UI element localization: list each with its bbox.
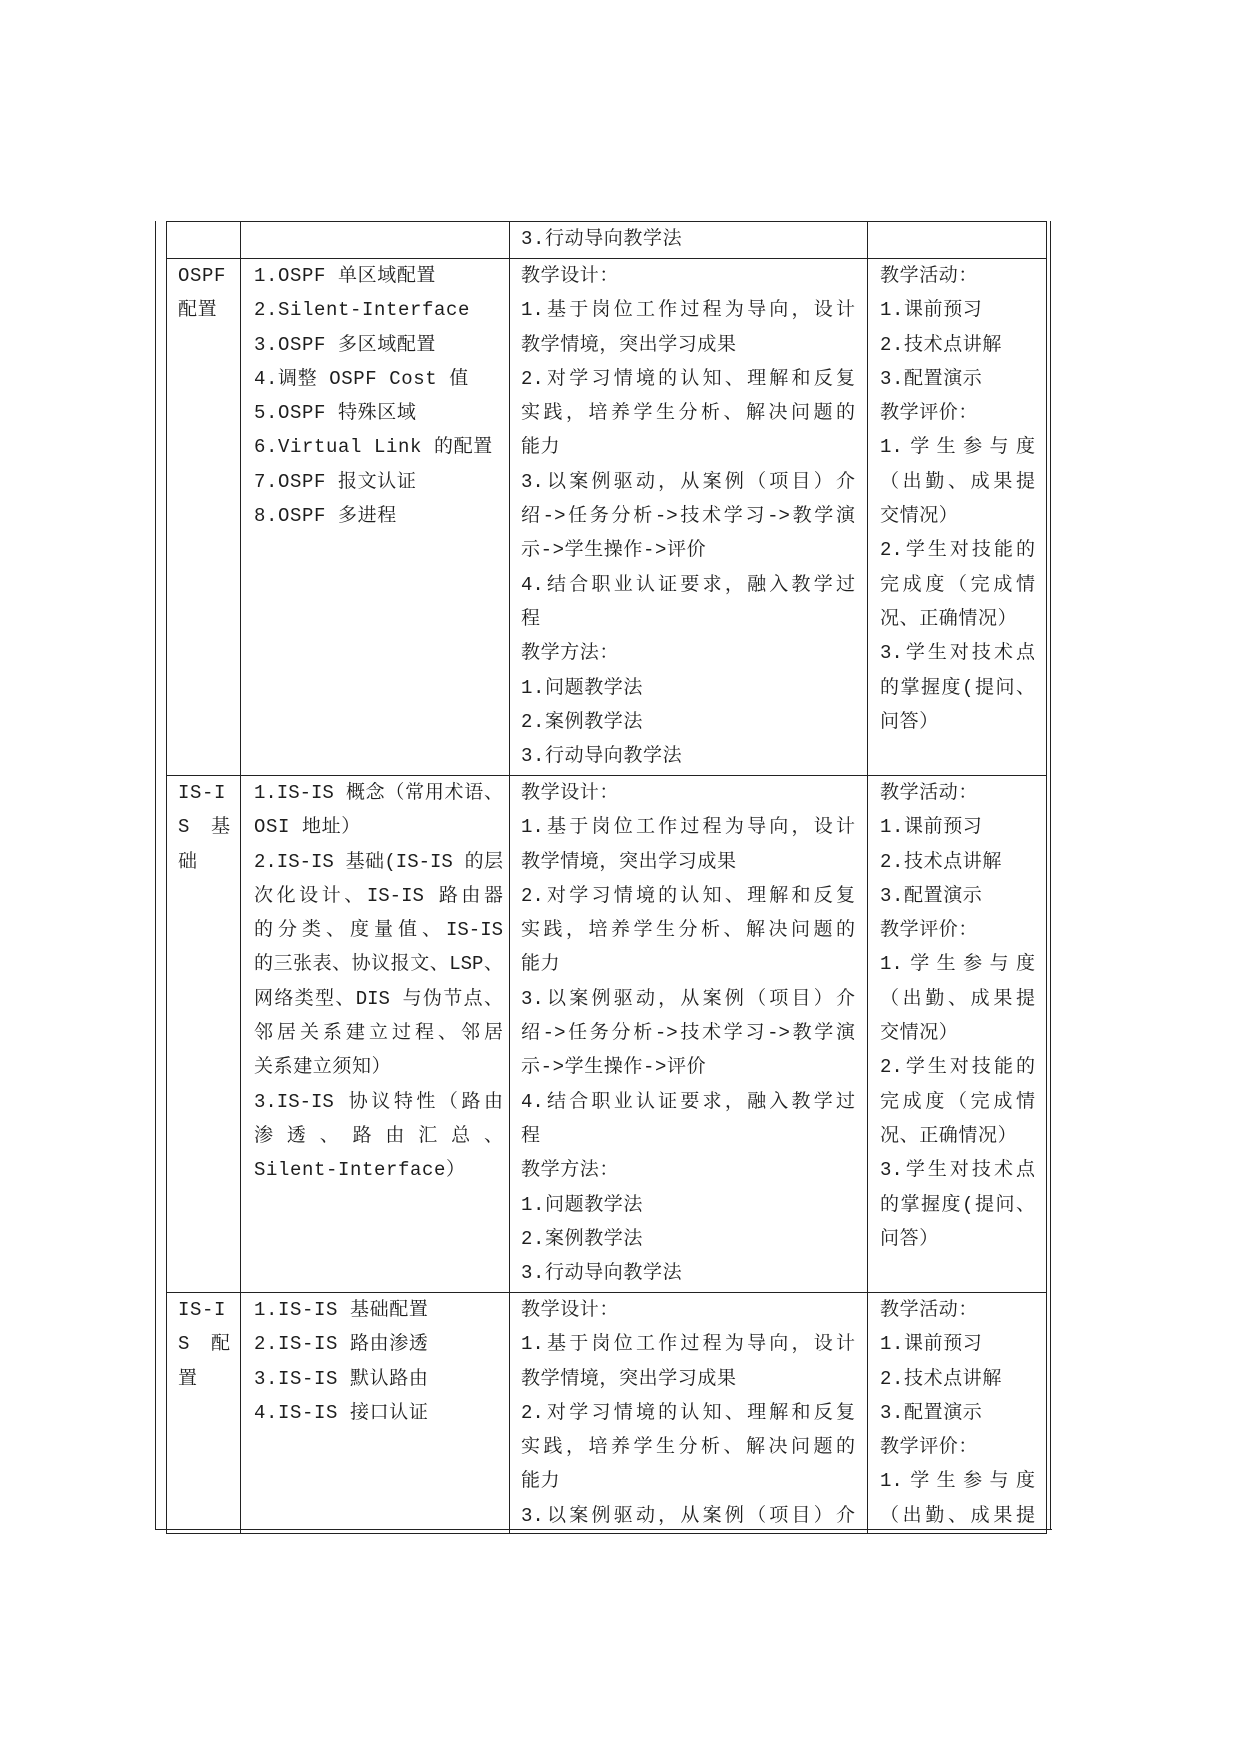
ospf-config-design-cell (510, 259, 868, 776)
isis-basics-content-line: OSI 地址） (254, 816, 361, 839)
isis-config-evaluation-line: 1.课前预习 (880, 1333, 983, 1356)
isis-basics-content-line: 邻居关系建立过程、邻居 (254, 1022, 503, 1045)
isis-basics-design-line: 程 (521, 1124, 541, 1147)
table-outer-right-border (1050, 221, 1051, 1530)
isis-basics-evaluation-line: 问答） (880, 1227, 939, 1250)
isis-config-topic-line: IS-I (178, 1299, 227, 1321)
isis-basics-design-line: 能力 (521, 953, 561, 976)
isis-basics-content-cell (241, 776, 510, 1293)
ospf-config-content-line: 5.OSPF 特殊区域 (254, 402, 417, 425)
table-outer-left-border (155, 221, 156, 1530)
isis-config-evaluation-line: 1.学生参与度 (880, 1470, 1035, 1493)
continuation-content-cell (241, 222, 510, 259)
ospf-config-design-line: 实践，培养学生分析、解决问题的 (521, 402, 855, 425)
ospf-config-design-line: 2.案例教学法 (521, 710, 644, 733)
ospf-config-evaluation-line: （出勤、成果提 (880, 470, 1035, 493)
isis-basics-design-cell (510, 776, 868, 1293)
row-continuation (167, 222, 1047, 259)
isis-basics-evaluation-line: 的掌握度(提问、 (880, 1193, 1035, 1216)
isis-basics-content-line: 3.IS-IS 协议特性（路由 (254, 1090, 503, 1113)
ospf-config-content-line: 3.OSPF 多区域配置 (254, 333, 437, 356)
isis-basics-design-line: 示->学生操作->评价 (521, 1056, 707, 1079)
ospf-config-content-line: 8.OSPF 多进程 (254, 505, 397, 528)
ospf-config-evaluation-line: 况、正确情况） (880, 607, 1018, 630)
isis-config-evaluation-line: 教学活动： (880, 1299, 979, 1321)
isis-basics-topic-cell (167, 776, 241, 1293)
isis-basics-evaluation-line: 况、正确情况） (880, 1124, 1018, 1147)
isis-config-evaluation-line: 2.技术点讲解 (880, 1367, 1003, 1390)
ospf-config-evaluation-line: 1.课前预习 (880, 299, 983, 322)
ospf-config-design-line: 教学设计： (521, 265, 620, 287)
continuation-design-cell (510, 222, 868, 259)
ospf-config-evaluation-line: 教学活动： (880, 265, 979, 287)
isis-basics-evaluation-line: 交情况） (880, 1022, 959, 1045)
ospf-config-design-line: 能力 (521, 436, 561, 459)
continuation-design-line: 3.行动导向教学法 (521, 228, 683, 250)
isis-basics-content-line: 渗透、路由汇总、 (254, 1124, 503, 1147)
isis-config-design-cell (510, 1293, 868, 1534)
ospf-config-design-line: 示->学生操作->评价 (521, 539, 707, 562)
isis-basics-design-line: 4.结合职业认证要求，融入教学过 (521, 1090, 855, 1113)
isis-basics-evaluation-cell (868, 776, 1047, 1293)
isis-basics-evaluation-line: 3.配置演示 (880, 884, 983, 907)
isis-basics-evaluation-line: 教学活动： (880, 782, 979, 804)
ospf-config-design-line: 绍->任务分析->技术学习->教学演 (521, 505, 855, 528)
isis-config-content-line: 4.IS-IS 接口认证 (254, 1401, 429, 1424)
isis-basics-content-line: 次化设计、IS-IS 路由器 (254, 884, 503, 907)
ospf-config-evaluation-line: 的掌握度(提问、 (880, 676, 1035, 699)
ospf-config-evaluation-line: 3.配置演示 (880, 367, 983, 390)
ospf-config-evaluation-line: 问答） (880, 710, 939, 733)
isis-config-evaluation-line: 教学评价： (880, 1436, 979, 1459)
ospf-config-design-line: 教学方法： (521, 642, 620, 665)
continuation-evaluation-cell (868, 222, 1047, 259)
isis-config-topic-line: S 配 (178, 1333, 230, 1356)
ospf-config-content-line: 2.Silent-Interface (254, 299, 471, 322)
ospf-config-content-line: 1.OSPF 单区域配置 (254, 265, 437, 287)
ospf-config-design-line: 程 (521, 607, 541, 630)
isis-config-content-line: 1.IS-IS 基础配置 (254, 1299, 429, 1321)
ospf-config-evaluation-line: 2.学生对技能的 (880, 539, 1035, 562)
row-isis-basics (167, 776, 1047, 1293)
isis-config-topic-line: 置 (178, 1367, 198, 1390)
isis-basics-content-line: 关系建立须知） (254, 1056, 392, 1079)
isis-config-design-line: 教学设计： (521, 1299, 620, 1321)
isis-config-design-line: 1.基于岗位工作过程为导向，设计 (521, 1333, 855, 1356)
isis-config-evaluation-cell (868, 1293, 1047, 1534)
isis-config-design-line: 实践，培养学生分析、解决问题的 (521, 1436, 855, 1459)
continuation-topic-cell (167, 222, 241, 259)
isis-config-design-line: 能力 (521, 1470, 561, 1493)
isis-config-content-cell (241, 1293, 510, 1534)
isis-basics-design-line: 1.基于岗位工作过程为导向，设计 (521, 816, 855, 839)
ospf-config-evaluation-line: 3.学生对技术点 (880, 642, 1035, 665)
isis-basics-design-line: 实践，培养学生分析、解决问题的 (521, 919, 855, 942)
isis-basics-design-line: 3.以案例驱动，从案例（项目）介 (521, 987, 855, 1010)
isis-config-design-line: 教学情境，突出学习成果 (521, 1367, 737, 1390)
isis-basics-design-line: 1.问题教学法 (521, 1193, 644, 1216)
ospf-config-content-cell (241, 259, 510, 776)
ospf-config-topic-line: 配置 (178, 299, 218, 322)
ospf-config-design-line: 3.以案例驱动，从案例（项目）介 (521, 470, 855, 493)
isis-config-evaluation-line: 3.配置演示 (880, 1401, 983, 1424)
isis-basics-evaluation-line: 2.学生对技能的 (880, 1056, 1035, 1079)
isis-basics-design-line: 2.对学习情境的认知、理解和反复 (521, 884, 855, 907)
ospf-config-design-line: 1.基于岗位工作过程为导向，设计 (521, 299, 855, 322)
ospf-config-design-line: 3.行动导向教学法 (521, 745, 683, 768)
isis-basics-design-line: 教学情境，突出学习成果 (521, 850, 737, 873)
ospf-config-evaluation-line: 2.技术点讲解 (880, 333, 1003, 356)
syllabus-table (166, 221, 1047, 1534)
isis-basics-design-line: 教学方法： (521, 1159, 620, 1182)
isis-config-content-line: 2.IS-IS 路由渗透 (254, 1333, 429, 1356)
isis-basics-evaluation-line: 3.学生对技术点 (880, 1159, 1035, 1182)
ospf-config-design-line: 4.结合职业认证要求，融入教学过 (521, 573, 855, 596)
isis-config-content-line: 3.IS-IS 默认路由 (254, 1367, 429, 1390)
isis-basics-evaluation-line: 1.课前预习 (880, 816, 983, 839)
isis-basics-content-line: 网络类型、DIS 与伪节点、 (254, 987, 503, 1010)
isis-basics-evaluation-line: 1.学生参与度 (880, 953, 1035, 976)
isis-basics-design-line: 2.案例教学法 (521, 1227, 644, 1250)
isis-basics-design-line: 教学设计： (521, 782, 620, 804)
isis-basics-design-line: 3.行动导向教学法 (521, 1262, 683, 1285)
isis-basics-design-line: 绍->任务分析->技术学习->教学演 (521, 1022, 855, 1045)
ospf-config-content-line: 6.Virtual Link 的配置 (254, 436, 493, 459)
ospf-config-evaluation-line: 完成度（完成情 (880, 573, 1035, 596)
ospf-config-topic-cell (167, 259, 241, 776)
isis-basics-evaluation-line: （出勤、成果提 (880, 987, 1035, 1010)
row-ospf-config (167, 259, 1047, 776)
isis-basics-topic-line: S 基 (178, 816, 230, 839)
isis-config-topic-cell (167, 1293, 241, 1534)
ospf-config-evaluation-line: 1.学生参与度 (880, 436, 1035, 459)
isis-basics-content-line: 的分类、度量值、IS-IS (254, 919, 503, 942)
isis-config-design-line: 3.以案例驱动，从案例（项目）介 (521, 1504, 855, 1527)
isis-basics-evaluation-line: 教学评价： (880, 919, 979, 942)
ospf-config-evaluation-line: 交情况） (880, 505, 959, 528)
ospf-config-design-line: 1.问题教学法 (521, 676, 644, 699)
isis-basics-topic-line: IS-I (178, 782, 227, 804)
ospf-config-evaluation-line: 教学评价： (880, 402, 979, 425)
ospf-config-evaluation-cell (868, 259, 1047, 776)
row-isis-config (167, 1293, 1047, 1534)
isis-config-design-line: 2.对学习情境的认知、理解和反复 (521, 1401, 855, 1424)
isis-basics-evaluation-line: 2.技术点讲解 (880, 850, 1003, 873)
ospf-config-content-line: 4.调整 OSPF Cost 值 (254, 367, 469, 390)
ospf-config-design-line: 2.对学习情境的认知、理解和反复 (521, 367, 855, 390)
isis-basics-content-line: 1.IS-IS 概念（常用术语、 (254, 782, 503, 804)
isis-basics-content-line: 的三张表、协议报文、LSP、 (254, 953, 503, 976)
ospf-config-design-line: 教学情境，突出学习成果 (521, 333, 737, 356)
isis-basics-evaluation-line: 完成度（完成情 (880, 1090, 1035, 1113)
ospf-config-topic-line: OSPF (178, 265, 227, 287)
ospf-config-content-line: 7.OSPF 报文认证 (254, 470, 417, 493)
isis-config-evaluation-line: （出勤、成果提 (880, 1504, 1035, 1527)
isis-basics-topic-line: 础 (178, 850, 198, 873)
isis-basics-content-line: 2.IS-IS 基础(IS-IS 的层 (254, 850, 503, 873)
isis-basics-content-line: Silent-Interface） (254, 1159, 466, 1182)
